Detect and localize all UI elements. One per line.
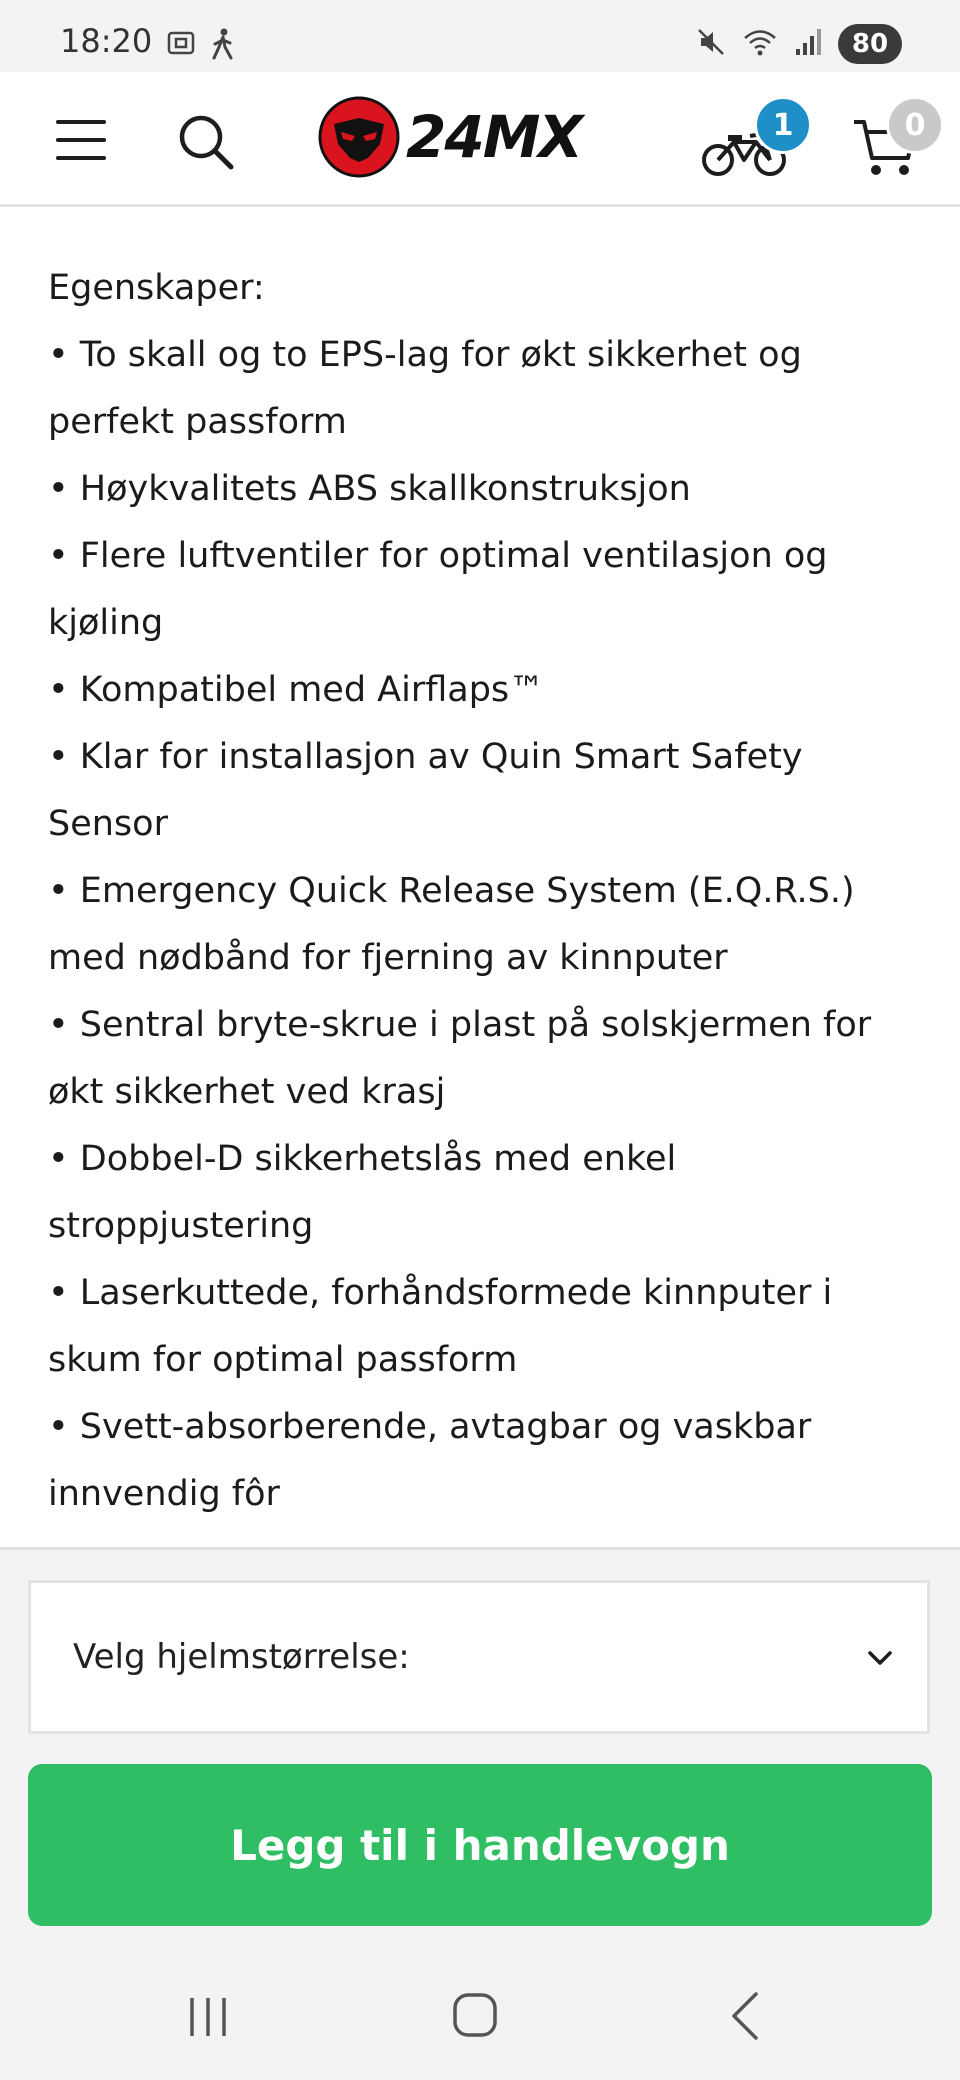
list-item: • Flere luftventiler for optimal ventilasjon og kjøling — [48, 536, 828, 643]
list-item: • Kompatibel med Airflaps™ — [48, 670, 545, 710]
list-item: • To skall og to EPS-lag for økt sikkerhet og perfekt passform — [48, 335, 802, 442]
recents-icon[interactable] — [186, 1996, 230, 2038]
screenshot-icon — [166, 28, 196, 64]
back-icon[interactable] — [726, 1990, 762, 2042]
status-time: 18:20 — [60, 22, 153, 60]
site-logo[interactable] — [318, 94, 642, 180]
home-icon[interactable] — [452, 1992, 498, 2038]
size-select-label: Velg hjelmstørrelse: — [73, 1637, 410, 1677]
mute-icon — [696, 27, 726, 61]
helmet-size-select[interactable] — [28, 1580, 930, 1734]
list-item: • Emergency Quick Release System (E.Q.R.S.) med nødbånd for fjerning av kinnputer — [48, 871, 855, 978]
battery-indicator: 80 — [838, 24, 902, 64]
features-heading: Egenskaper: — [48, 268, 265, 308]
list-item: • Svett-absorberende, avtagbar og vaskbar innvendig fôr — [48, 1407, 812, 1514]
site-header — [0, 72, 960, 207]
signal-icon — [794, 27, 822, 61]
product-description — [0, 207, 960, 1547]
cart-count-badge: 0 — [886, 96, 944, 154]
status-bar — [0, 0, 960, 72]
hamburger-menu-icon[interactable] — [56, 120, 108, 160]
features-list — [48, 255, 928, 1528]
purchase-panel — [0, 1547, 960, 1953]
list-item: • Sentral bryte-skrue i plast på solskjermen for økt sikkerhet ved krasj — [48, 1005, 872, 1112]
list-item: • Høykvalitets ABS skallkonstruksjon — [48, 469, 691, 509]
wifi-icon — [742, 27, 778, 61]
walking-icon — [210, 28, 236, 64]
add-to-cart-button[interactable]: Legg til i handlevogn — [28, 1764, 932, 1926]
list-item: • Klar for installasjon av Quin Smart Safety Sensor — [48, 737, 803, 844]
list-item: • Laserkuttede, forhåndsformede kinnputer i skum for optimal passform — [48, 1273, 833, 1380]
logo-mask-icon — [318, 96, 400, 178]
chevron-down-icon — [863, 1641, 897, 1675]
logo-text: 24MX — [406, 103, 582, 171]
garage-count-badge: 1 — [754, 96, 812, 154]
search-icon[interactable] — [176, 112, 236, 172]
system-nav-bar — [0, 1950, 960, 2080]
list-item: • Dobbel-D sikkerhetslås med enkel stroppjustering — [48, 1139, 677, 1246]
